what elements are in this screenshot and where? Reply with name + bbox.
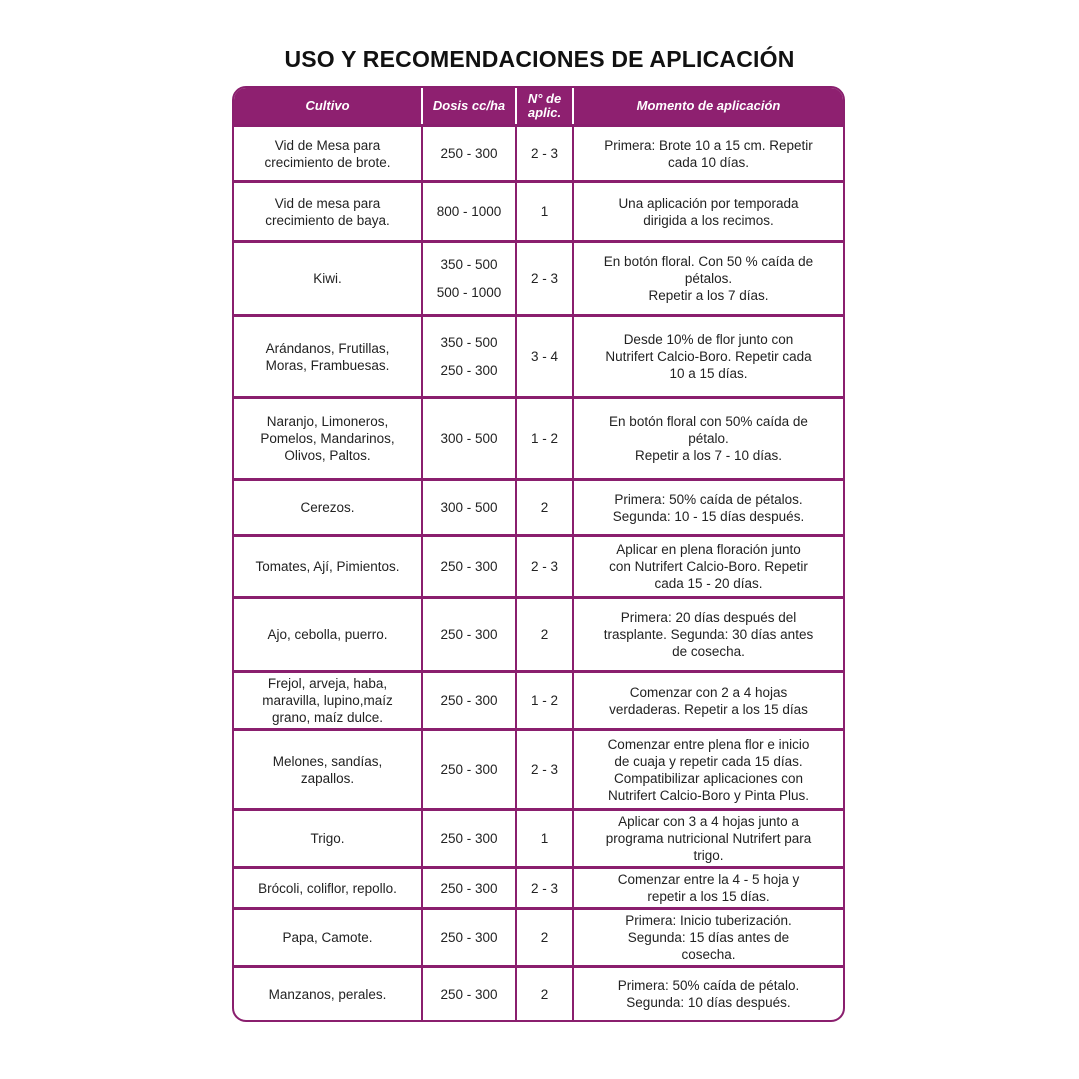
moment-cell-line: Primera: Inicio tuberización. [625, 913, 792, 928]
dose-cell [422, 242, 516, 316]
crop-cell-line: Naranjo, Limoneros, [266, 414, 389, 429]
moment-cell [573, 480, 843, 536]
crop-cell-line: Melones, sandías, [272, 753, 383, 769]
crop-cell-line: maravilla, lupino,maíz [262, 693, 393, 708]
moment-cell-line: Aplicar con 3 a 4 hojas junto a [618, 814, 799, 829]
applications-cell: 2 - 3 [516, 536, 573, 598]
moment-cell-line: de cosecha. [672, 644, 745, 659]
crop-cell [234, 967, 422, 1021]
applications-cell: 2 [516, 480, 573, 536]
page-title: USO Y RECOMENDACIONES DE APLICACIÓN [284, 46, 795, 72]
applications-cell: 1 [516, 810, 573, 868]
applications-cell: 1 - 2 [516, 398, 573, 480]
moment-cell-line: Nutrifert Calcio-Boro. Repetir cada [605, 349, 812, 364]
crop-cell-line: Manzanos, perales. [268, 986, 387, 1002]
moment-cell-line: En botón floral. Con 50 % caída de [603, 254, 814, 269]
crop-cell [234, 868, 422, 909]
dose-cell-line: 350 - 500 [440, 257, 498, 272]
moment-cell-line: trigo. [693, 848, 724, 863]
header-applications [516, 88, 573, 126]
moment-cell [573, 242, 843, 316]
moment-cell-line: pétalos. [684, 271, 733, 286]
moment-cell [573, 909, 843, 967]
crop-cell-line: Brócoli, coliflor, repollo. [258, 880, 397, 896]
crop-cell-line: Arándanos, Frutillas, [265, 340, 390, 356]
moment-cell [573, 536, 843, 598]
dose-cell-line: 250 - 300 [440, 363, 498, 378]
moment-cell-line: 10 a 15 días. [669, 366, 748, 381]
dose-cell [422, 868, 516, 909]
crop-cell [234, 398, 422, 480]
dose-cell [422, 672, 516, 730]
crop-cell-line: zapallos. [300, 770, 355, 786]
moment-cell-line: Primera: 50% caída de pétalo. [617, 978, 800, 994]
header-dose: Dosis cc/ha [422, 88, 516, 126]
moment-cell-line: Segunda: 10 - 15 días después. [612, 508, 805, 524]
dose-cell [422, 909, 516, 967]
dose-cell-line: 250 - 300 [440, 762, 498, 777]
crop-cell-line: Pomelos, Mandarinos, [260, 431, 395, 446]
moment-cell-line: de cuaja y repetir cada 15 días. [614, 753, 803, 769]
moment-cell-line: pétalo. [688, 431, 729, 446]
applications-cell: 3 - 4 [516, 316, 573, 398]
moment-cell-line: Compatibilizar aplicaciones con [613, 770, 804, 786]
moment-cell [573, 868, 843, 909]
moment-cell-line: Primera: Brote 10 a 15 cm. Repetir [604, 137, 813, 153]
moment-cell-line: Repetir a los 7 días. [648, 288, 769, 303]
crop-cell [234, 242, 422, 316]
moment-cell-line: Segunda: 10 días después. [626, 995, 791, 1011]
moment-cell [573, 316, 843, 398]
header-moment: Momento de aplicación [573, 88, 843, 126]
dose-cell [422, 730, 516, 810]
crop-cell-line: Ajo, cebolla, puerro. [267, 627, 388, 642]
crop-cell-line: Vid de Mesa para [274, 137, 381, 153]
crop-cell-line: Tomates, Ají, Pimientos. [255, 559, 400, 574]
crop-cell-line: Kiwi. [313, 271, 342, 286]
crop-cell [234, 909, 422, 967]
table-row [234, 316, 843, 398]
crop-cell-line: Vid de mesa para [274, 195, 381, 211]
moment-cell-line: trasplante. Segunda: 30 días antes [603, 627, 814, 642]
table-row [234, 480, 843, 536]
dose-cell-line: 250 - 300 [440, 930, 498, 945]
applications-cell: 2 - 3 [516, 242, 573, 316]
dose-cell [422, 398, 516, 480]
dose-cell-line: 250 - 300 [440, 559, 498, 574]
dose-cell-line: 250 - 300 [440, 693, 498, 708]
dose-cell [422, 536, 516, 598]
moment-cell-line: cada 10 días. [667, 154, 750, 170]
moment-cell-line: Nutrifert Calcio-Boro y Pinta Plus. [607, 787, 810, 803]
table-row [234, 730, 843, 810]
dose-cell-line: 250 - 300 [440, 627, 498, 642]
crop-cell [234, 598, 422, 672]
crop-cell [234, 316, 422, 398]
dose-cell [422, 126, 516, 182]
header-applications-line1: N° de [527, 91, 562, 106]
applications-cell: 2 - 3 [516, 868, 573, 909]
moment-cell-line: Primera: 20 días después del [620, 610, 797, 625]
moment-cell-line: con Nutrifert Calcio-Boro. Repetir [609, 559, 808, 574]
table-row [234, 536, 843, 598]
moment-cell-line: Comenzar entre la 4 - 5 hoja y [617, 872, 800, 887]
crop-cell-line: Olivos, Paltos. [284, 448, 371, 463]
moment-cell [573, 398, 843, 480]
crop-cell [234, 536, 422, 598]
moment-cell [573, 126, 843, 182]
moment-cell [573, 967, 843, 1021]
dose-cell [422, 316, 516, 398]
dose-cell [422, 810, 516, 868]
crop-cell-line: crecimiento de brote. [264, 154, 391, 170]
moment-cell-line: Primera: 50% caída de pétalos. [614, 491, 803, 507]
dose-cell [422, 182, 516, 242]
moment-cell-line: En botón floral con 50% caída de [609, 414, 808, 429]
moment-cell-line: programa nutricional Nutrifert para [605, 831, 812, 846]
table-row [234, 868, 843, 909]
crop-cell-line: grano, maíz dulce. [271, 710, 384, 725]
dose-cell [422, 967, 516, 1021]
applications-cell: 2 [516, 967, 573, 1021]
dose-cell-line: 250 - 300 [440, 880, 498, 896]
table-row [234, 810, 843, 868]
header-crop: Cultivo [234, 88, 422, 126]
moment-cell [573, 182, 843, 242]
moment-cell-line: dirigida a los recimos. [643, 212, 774, 228]
recommendations-table [234, 88, 843, 1021]
dose-cell [422, 598, 516, 672]
header-applications-line2: aplic. [527, 105, 562, 120]
crop-cell-line: Papa, Camote. [282, 930, 373, 945]
applications-cell: 2 - 3 [516, 126, 573, 182]
moment-cell [573, 598, 843, 672]
moment-cell-line: cosecha. [681, 947, 736, 962]
moment-cell-line: Aplicar en plena floración junto [616, 542, 801, 557]
crop-cell-line: Moras, Frambuesas. [265, 357, 390, 373]
moment-cell-line: cada 15 - 20 días. [654, 576, 763, 591]
applications-cell: 1 [516, 182, 573, 242]
dose-cell-line: 300 - 500 [440, 431, 498, 446]
moment-cell-line: Repetir a los 7 - 10 días. [634, 448, 783, 463]
table-row [234, 598, 843, 672]
moment-cell-line: verdaderas. Repetir a los 15 días [609, 701, 808, 717]
applications-cell: 2 - 3 [516, 730, 573, 810]
dose-cell-line: 500 - 1000 [436, 285, 502, 300]
moment-cell-line: Comenzar entre plena flor e inicio [607, 736, 810, 752]
dose-cell-line: 300 - 500 [440, 500, 498, 515]
crop-cell-line: Cerezos. [300, 500, 355, 515]
recommendations-table-frame [232, 86, 845, 1022]
table-row [234, 182, 843, 242]
applications-cell: 2 [516, 909, 573, 967]
moment-cell-line: Una aplicación por temporada [618, 195, 799, 211]
crop-cell-line: Trigo. [310, 831, 345, 846]
dose-cell-line: 250 - 300 [440, 986, 498, 1002]
moment-cell-line: Comenzar con 2 a 4 hojas [629, 684, 788, 700]
moment-cell [573, 730, 843, 810]
crop-cell [234, 126, 422, 182]
crop-cell [234, 810, 422, 868]
dose-cell-line: 800 - 1000 [436, 204, 502, 219]
crop-cell [234, 730, 422, 810]
crop-cell [234, 480, 422, 536]
dose-cell-line: 350 - 500 [440, 335, 498, 350]
moment-cell [573, 810, 843, 868]
crop-cell-line: crecimiento de baya. [265, 212, 390, 228]
moment-cell-line: repetir a los 15 días. [647, 889, 770, 904]
table-row [234, 672, 843, 730]
applications-cell: 2 [516, 598, 573, 672]
crop-cell [234, 182, 422, 242]
applications-cell: 1 - 2 [516, 672, 573, 730]
moment-cell-line: Segunda: 15 días antes de [627, 930, 790, 945]
dose-cell-line: 250 - 300 [440, 831, 498, 846]
table-header-row [234, 88, 843, 126]
table-row [234, 398, 843, 480]
moment-cell-line: Desde 10% de flor junto con [623, 332, 794, 347]
table-row [234, 126, 843, 182]
crop-cell-line: Frejol, arveja, haba, [267, 676, 388, 691]
table-row [234, 967, 843, 1021]
dose-cell-line: 250 - 300 [440, 146, 498, 161]
dose-cell [422, 480, 516, 536]
moment-cell [573, 672, 843, 730]
crop-cell [234, 672, 422, 730]
table-row [234, 242, 843, 316]
table-row [234, 909, 843, 967]
